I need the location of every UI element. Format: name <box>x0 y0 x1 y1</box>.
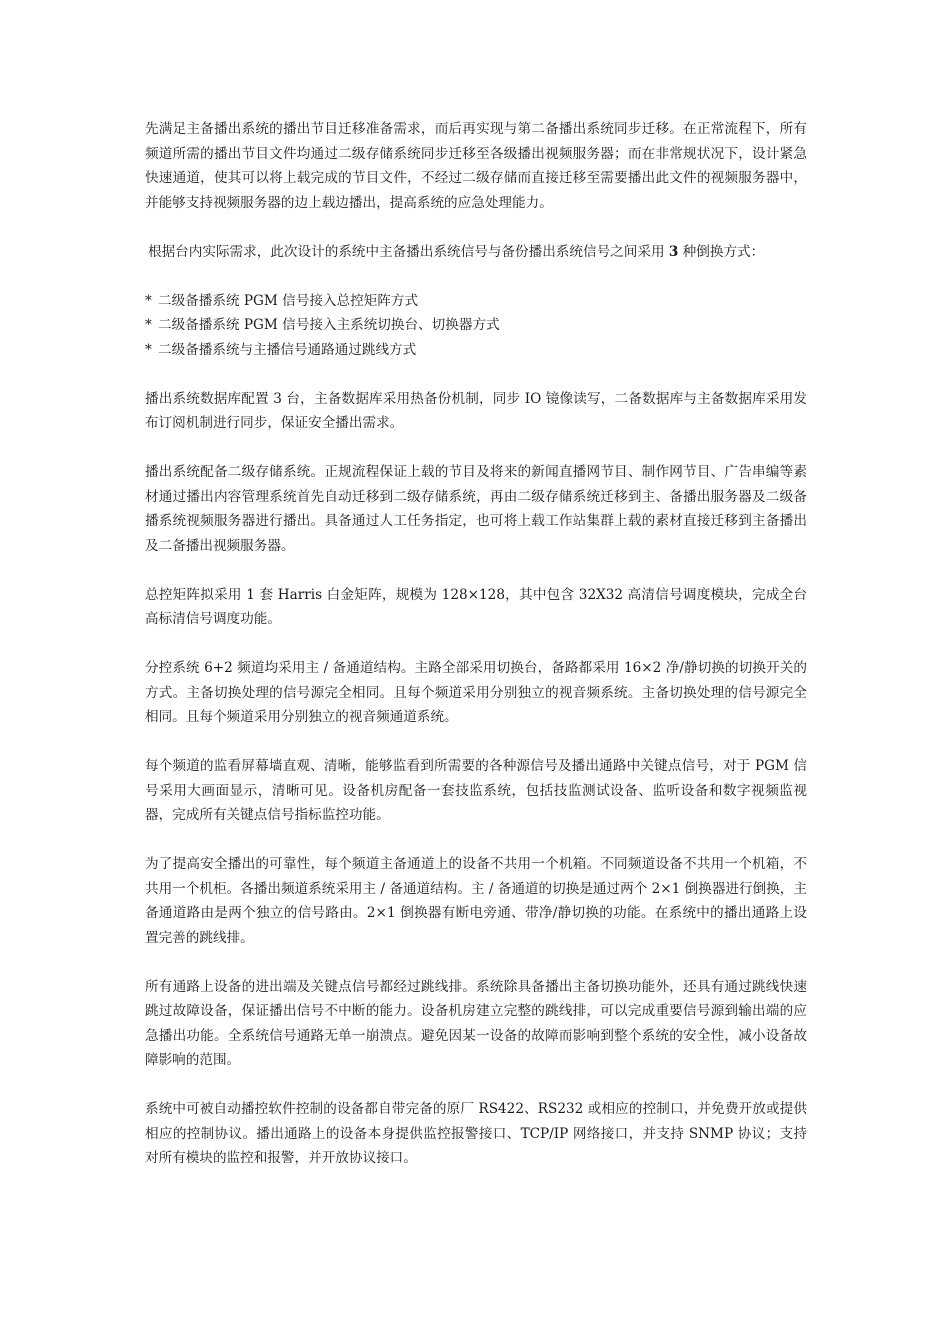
list-item-text: 二级备播系统 PGM 信号接入主系统切换台、切换器方式 <box>158 317 500 333</box>
asterisk-bullet-icon: * <box>145 341 152 358</box>
document-body <box>145 117 807 1195</box>
paragraph-monitor-wall: 每个频道的监看屏幕墙直观、清晰，能够监看到所需要的各种源信号及播出通路中关键点信号，对于 PGM 信号采用大画面显示，清晰可见。设备机房配备一套技监系统，包括技监测试设备、监听设备和数字视频监视器，完成所有关键点信号指标监控功能。 <box>145 758 807 823</box>
paragraph-master-matrix: 总控矩阵拟采用 1 套 Harris 白金矩阵，规模为 128×128，其中包含 32X32 高清信号调度模块，完成全台高标清信号调度功能。 <box>145 586 807 627</box>
asterisk-bullet-icon: * <box>145 317 152 333</box>
switchover-intro-tail: 种倒换方式： <box>678 243 765 260</box>
paragraph-reliability: 为了提高安全播出的可靠性，每个频道主备通道上的设备不共用一个机箱。不同频道设备不共用一个机箱，不共用一个机柜。各播出频道系统采用主 / 备通道结构。主 / 备通道的切换是通过两个 2×1 倒换器进行倒换，主备通道路由是两个独立的信号路由。2×1 倒换器有断电旁通、带净/静切换的功能。在系统中的播出通路上设置完善的跳线排。 <box>145 856 807 946</box>
paragraph-sub-control: 分控系统 6+2 频道均采用主 / 备通道结构。主路全部采用切换台，备路都采用 16×2 净/静切换的切换开关的方式。主备切换处理的信号源完全相同。且每个频道采用分别独立的视音频系统。主备切换处理的信号源完全相同。且每个频道采用分别独立的视音频通道系统。 <box>145 660 807 725</box>
list-item-text: 二级备播系统 PGM 信号接入总控矩阵方式 <box>158 292 419 309</box>
switchover-intro-text: 根据台内实际需求，此次设计的系统中主备播出系统信号与备份播出系统信号之间采用 <box>148 243 669 260</box>
list-item <box>145 313 807 338</box>
paragraph-patch-panel: 所有通路上设备的进出端及关键点信号都经过跳线排。系统除具备播出主备切换功能外，还具有通过跳线快速跳过故障设备，保证播出信号不中断的能力。设备机房建立完整的跳线排，可以完成重要信号源到输出端的应急播出功能。全系统信号通路无单一崩溃点。避免因某一设备的故障而影响到整个系统的安全性，减小设备故障影响的范围。 <box>145 978 807 1068</box>
paragraph-switchover-intro <box>145 240 807 265</box>
paragraph-control-interfaces: 系统中可被自动播控软件控制的设备都自带完备的原厂 RS422、RS232 或相应的控制口，并免费开放或提供相应的控制协议。播出通路上的设备本身提供监控报警接口、TCP/IP 网络接口，并支持 SNMP 协议；支持对所有模块的监控和报警，并开放协议接口。 <box>145 1101 807 1166</box>
switchover-count: 3 <box>668 243 679 260</box>
paragraph-database-config: 播出系统数据库配置 3 台，主备数据库采用热备份机制，同步 IO 镜像读写，二备数据库与主备数据库采用发布订阅机制进行同步，保证安全播出需求。 <box>145 390 807 431</box>
paragraph-migration-flow: 先满足主备播出系统的播出节目迁移准备需求，而后再实现与第二备播出系统同步迁移。在正常流程下，所有频道所需的播出节目文件均通过二级存储系统同步迁移至各级播出视频服务器；而在非常规状况下，设计紧急快速通道，使其可以将上载完成的节目文件，不经过二级存储而直接迁移至需要播出此文件的视频服务器中，并能够支持视频服务器的边上载边播出，提高系统的应急处理能力。 <box>145 121 807 211</box>
asterisk-bullet-icon: * <box>145 292 152 309</box>
list-item <box>145 289 807 314</box>
paragraph-secondary-storage: 播出系统配备二级存储系统。正规流程保证上载的节目及将来的新闻直播网节目、制作网节目、广告串编等素材通过播出内容管理系统首先自动迁移到二级存储系统，再由二级存储系统迁移到主、备播出服务器及二级备播系统视频服务器进行播出。具备通过人工任务指定，也可将上载工作站集群上载的素材直接迁移到主备播出及二备播出视频服务器。 <box>145 464 807 554</box>
list-item <box>145 338 807 363</box>
switchover-method-list <box>145 289 807 363</box>
list-item-text: 二级备播系统与主播信号通路通过跳线方式 <box>158 341 417 358</box>
